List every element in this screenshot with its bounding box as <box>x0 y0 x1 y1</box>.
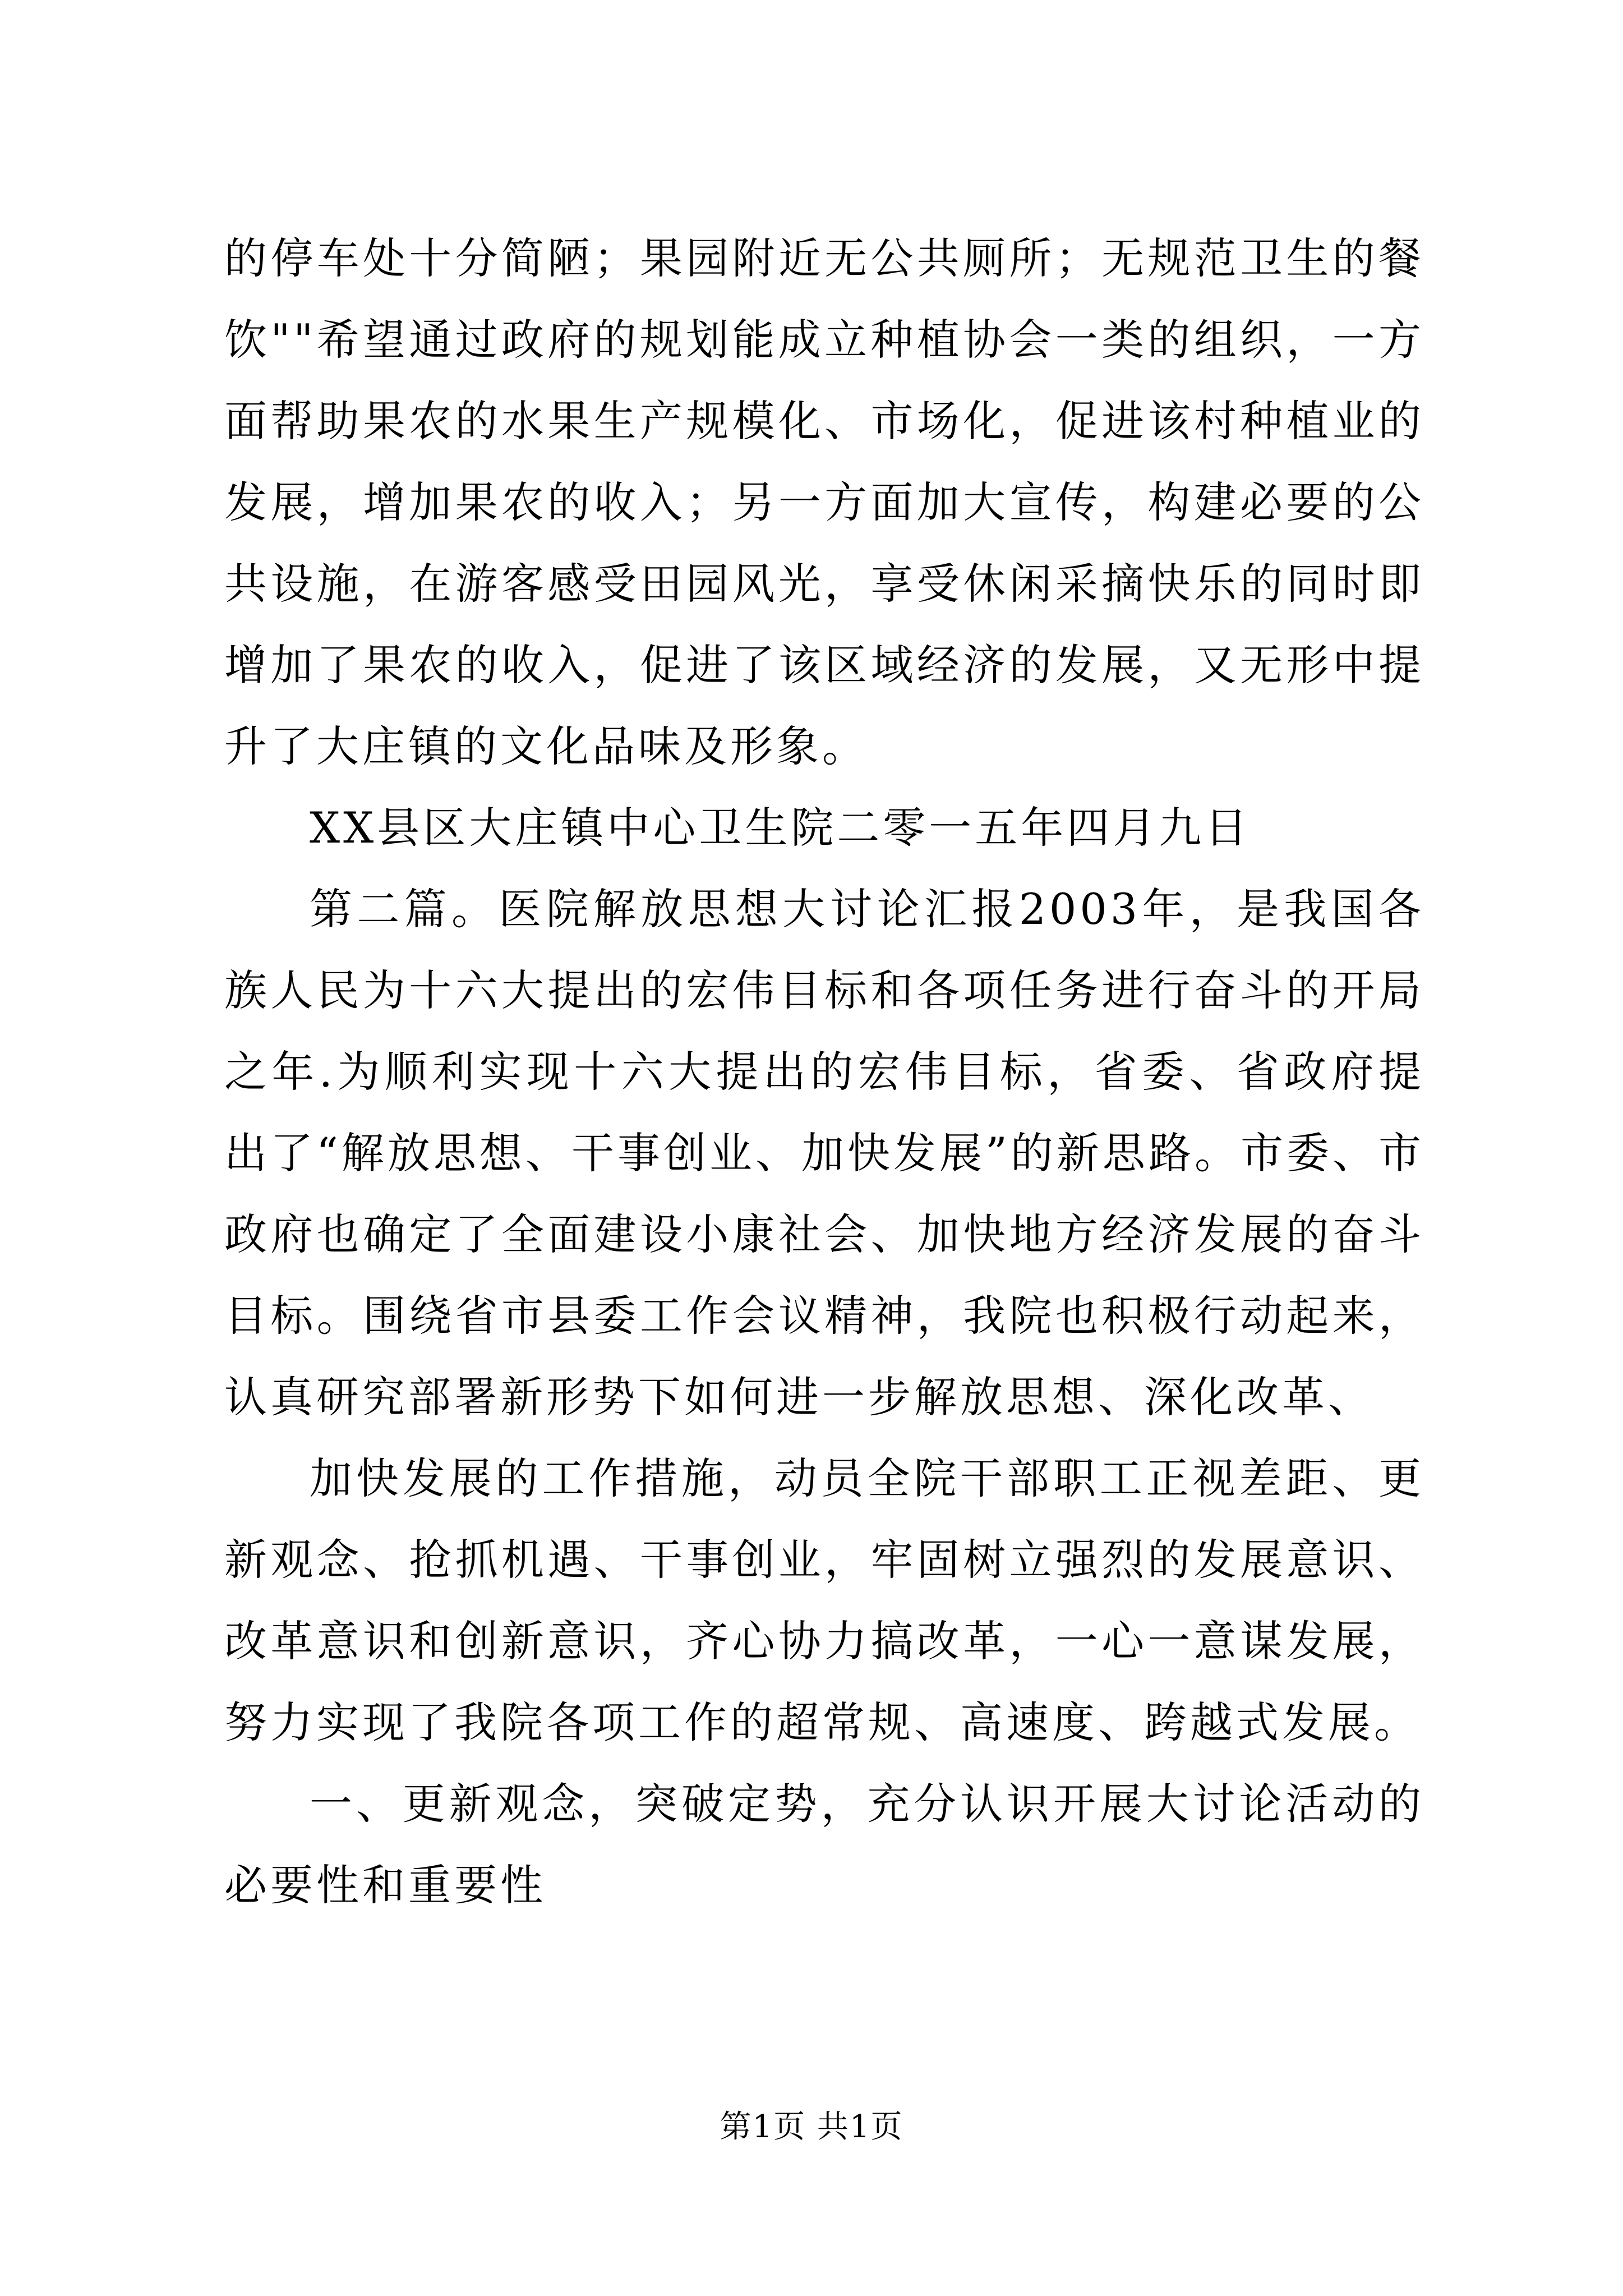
paragraph-5-heading: 一、更新观念，突破定势，充分认识开展大讨论活动的必要性和重要性 <box>224 1779 1424 1910</box>
page-footer: 第1页 共1页 <box>720 2109 903 2145</box>
paragraph-1: 的停车处十分简陋；果园附近无公共厕所；无规范卫生的餐饮""希望通过政府的规划能成立种植协会一类的组织，一方面帮助果农的水果生产规模化、市场化，促进该村种植业的发展，增加果农的收入；另一方面加大宣传，构建必要的公共设施，在游客感受田园风光，享受休闲采摘快乐的同时即增加了果农的收入，促进了该区域经济的发展，又无形中提升了大庄镇的文化品味及形象。 <box>224 233 1424 771</box>
paragraph-4: 加快发展的工作措施，动员全院干部职工正视差距、更新观念、抢抓机遇、干事创业，牢固树立强烈的发展意识、改革意识和创新意识，齐心协力搞改革，一心一意谋发展，努力实现了我院各项工作的超常规、高速度、跨越式发展。 <box>224 1453 1424 1747</box>
document-body <box>224 218 1424 1926</box>
paragraph-2-signature: XX县区大庄镇中心卫生院二零一五年四月九日 <box>310 803 1251 853</box>
paragraph-3: 第二篇。医院解放思想大讨论汇报2003年，是我国各族人民为十六大提出的宏伟目标和各项任务进行奋斗的开局之年.为顺利实现十六大提出的宏伟目标，省委、省政府提出了“解放思想、干事创业、加快发展”的新思路。市委、市政府也确定了全面建设小康社会、加快地方经济发展的奋斗目标。围绕省市县委工作会议精神，我院也积极行动起来，认真研究部署新形势下如何进一步解放思想、深化改革、 <box>224 884 1424 1422</box>
